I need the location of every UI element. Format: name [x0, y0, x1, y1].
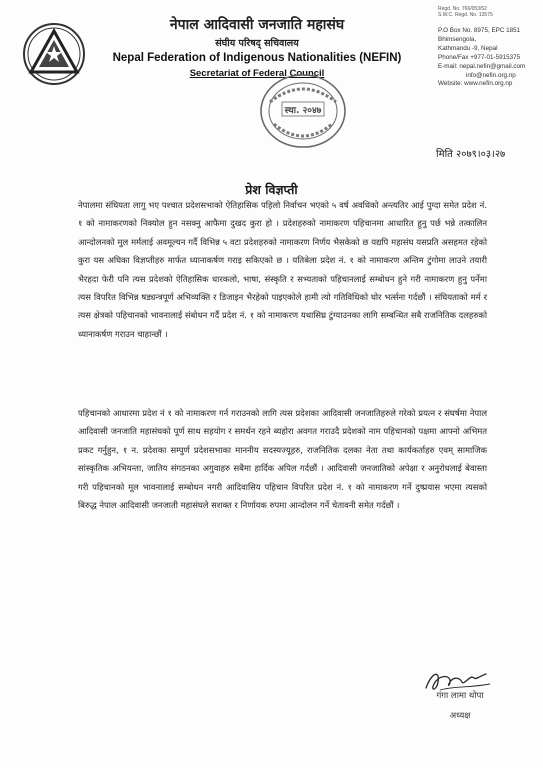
signatory-name: गंगा लामा थोपा: [436, 691, 484, 701]
contact-line: E-mail: nepal.nefin@gmail.com: [438, 62, 526, 70]
contact-line: info@nefin.org.np: [466, 71, 516, 79]
document-title: प्रेश विज्ञप्ती: [245, 182, 298, 197]
stamp-year: स्था. २०४७: [284, 106, 322, 116]
contact-line: Website: www.nefin.org.np: [438, 80, 513, 88]
federal-council-nepali: संघीय परिषद् सचिवालय: [215, 38, 299, 49]
body-paragraph: नेपालमा संघियता लागु भए पश्चात प्रदेशसभाको ऐतिहासिक पहिलो निर्वाचन भएको ५ वर्ष अवधिको अन्त्यतिर आई पुग्दा समेत प्रदेश नं. १ को नामाकरणको निक्योल हुन नसक्नु आफैमा दुखद कुरा हो । प्रदेशहरुको नामाकरण पहिचानमा आधारित हुनु पर्छ भन्ने तत्कालिन आन्दोलनको मुल मर्मलाई अवमूल्यन गर्दै विभिन्न ५ वटा प्रदेशहरुको नामाकरण निर्णय भैसकेको छ यद्यपि महासंघ यसप्रति असहमत रहेको कुरा यस अघिका विज्ञप्तीहरु मार्फत ध्यानाकर्षण गराइ सकिएको छ । यतिबेला प्रदेश नं. १ को नामाकरण अन्तिम टुंगोमा लाउने तयारी भैरहदा फेरी पनि त्यस प्रदेशको ऐतिहासिक धारकलो, भाषा, संस्कृति र सभ्यताको पहिचानलाई सम्बोधन हुने गरी नामाकरण हुनु पर्नेमा त्यस विपरित विभिन्न षड्यन्त्रपूर्ण अभिव्यक्ति र डिजाइन भैरहेको पाइएकोले हामी त्यो गतिविधिको घोर भर्त्सना गर्दछौं । संघियताको मर्म र त्यस क्षेत्रको पहिचानको भावनालाई संबोधन गर्दै प्रदेश नं. १ को नामाकरण यथासिघ्र टुंग्याउनका लागि सम्बन्धित सबै राजनितिक दलहरुको ध्यानाकर्षण गराउन चाहान्छौं ।: [78, 200, 487, 339]
secretariat-english: Secretariat of Federal Council: [189, 68, 325, 79]
contact-line: P.O Box No. 8975, EPC 1851: [438, 27, 521, 34]
contact-line: Kathmandu -9, Nepal: [438, 44, 498, 52]
contact-line: Bhimsengola,: [438, 35, 477, 43]
registration-line: S.W.C. Regd. No. 13575: [438, 12, 493, 18]
organization-name-nepali: नेपाल आदिवासी जनजाति महासंघ: [169, 17, 345, 33]
organization-name-english: Nepal Federation of Indigenous Nationalities (NEFIN): [112, 52, 402, 64]
registration-numbers: [438, 6, 493, 18]
organization-stamp: [258, 72, 348, 150]
body-paragraph: पहिचानको आधारमा प्रदेश नं १ को नामाकरण गर्न गराउनको लागि त्यस प्रदेशका आदिवासी जनजातिहरुले गरेको प्रयत्न र संघर्षमा नेपाल आदिवासी जनजाति महासंघको पूर्ण साथ सहयोग र समर्थन रहने ब्यहोरा अवगत गराउदै प्रदेशको नाम पहिचानको पक्षमा आफ्नो अभिमत प्रकट गर्नुहुन, १ न. प्रदेशका सम्पुर्ण प्रदेशसभाका माननीय सदस्यज्यूहरु, राजनितिक दलका नेता तथा कार्यकर्ताहरु एवम् सामाजिक सांस्कृतिक अभियन्ता, जातिय संगठनका अगुवाहरु सबैमा हार्दिक अपिल गर्दछौं । आदिवासी जनजातिको अपेक्षा र अनुरोधलाई बेवास्ता गरी पहिचानको मूल भावनालाई सम्बोधन नगरी आदिवासिय पहिचान विपरित प्रदेश नं. १ को नामाकरण गर्ने दुष्प्रयास भएमा त्यसको बिरुद्ध नेपाल आदिवासी जनजाती महासंघले सशक्त र निर्णायक रुपमा आन्दोलन गर्ने चेतावनी समेत गर्दछौं ।: [78, 408, 487, 511]
signatory-role: अध्यक्ष: [449, 711, 471, 721]
nefin-logo: [22, 22, 86, 86]
contact-block: [438, 27, 542, 89]
issue-date: मिति २०७९।०३।२७: [436, 149, 506, 160]
registration-line: Regd. No. 766/053/52: [438, 6, 487, 12]
contact-line: Phone/Fax +977-01-5915375: [438, 53, 521, 61]
